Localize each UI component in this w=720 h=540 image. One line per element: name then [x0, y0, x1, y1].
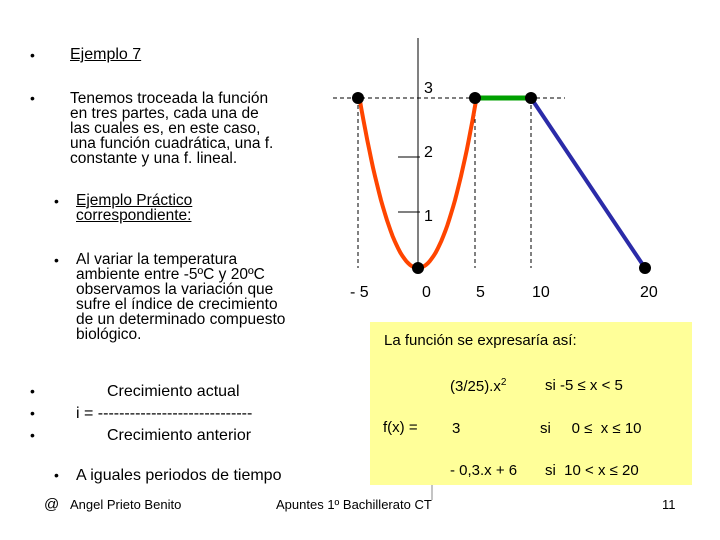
bullet: •	[30, 405, 35, 421]
expr-quadratic	[450, 377, 506, 395]
footer-at-symbol: @	[44, 496, 60, 513]
bullet: •	[54, 467, 59, 483]
text-line: las cuales es, en este caso,	[70, 120, 261, 137]
expr-text: (3/25).x	[450, 378, 501, 395]
formula-fraction-line: i = -----------------------------	[76, 405, 253, 422]
text-line: correspondiente:	[76, 207, 192, 224]
text-line: de un determinado compuesto	[76, 311, 286, 328]
linear-segment	[531, 98, 645, 268]
text-line: Ejemplo Práctico	[76, 192, 193, 209]
text-line: constante y una f. lineal.	[70, 150, 238, 167]
point-m5-3	[352, 92, 364, 104]
formula-denominator: Crecimiento anterior	[107, 427, 252, 444]
point-5-3	[469, 92, 481, 104]
text-line: una función cuadrática, una f.	[70, 135, 274, 152]
intro-paragraph	[70, 91, 273, 166]
function-heading: La función se expresaría así:	[384, 332, 577, 349]
equal-periods-text: A iguales periodos de tiempo	[76, 467, 282, 484]
y-label-2: 2	[424, 144, 433, 161]
bullet: •	[54, 193, 59, 209]
x-label-20: 20	[640, 284, 658, 301]
temperature-paragraph	[76, 252, 285, 342]
bullet: •	[30, 427, 35, 443]
y-label-3: 3	[424, 80, 433, 97]
fx-label: f(x) =	[383, 419, 418, 436]
expr-constant: 3	[452, 420, 461, 437]
slide-title-link[interactable]: Ejemplo 7	[70, 46, 142, 63]
bullet: •	[30, 383, 35, 399]
text-line: observamos la variación que	[76, 281, 274, 298]
point-20-0	[639, 262, 651, 274]
footer-author: Angel Prieto Benito	[70, 497, 182, 512]
text-line: sufre el índice de crecimiento	[76, 296, 278, 313]
text-line: ambiente entre -5ºC y 20ºC	[76, 266, 265, 283]
text-line: en tres partes, cada una de	[70, 105, 259, 122]
text-line: Al variar la temperatura	[76, 251, 238, 268]
x-label-5: 5	[476, 284, 485, 301]
point-10-3	[525, 92, 537, 104]
bullet: •	[54, 252, 59, 268]
cond-quadratic: si -5 ≤ x < 5	[545, 377, 623, 394]
point-0-0	[412, 262, 424, 274]
x-label-0: 0	[422, 284, 431, 301]
text-line: Tenemos troceada la función	[70, 90, 269, 107]
cond-constant: si 0 ≤ x ≤ 10	[540, 420, 642, 437]
y-label-1: 1	[424, 208, 433, 225]
footer-page-number: 11	[662, 497, 676, 512]
formula-numerator: Crecimiento actual	[107, 383, 240, 400]
footer-course: Apuntes 1º Bachillerato CT	[276, 497, 432, 512]
x-label-10: 10	[532, 284, 550, 301]
expr-exponent: 2	[500, 377, 507, 388]
bullet: •	[30, 47, 35, 63]
expr-linear: - 0,3.x + 6	[450, 462, 518, 479]
bullet: •	[30, 90, 35, 106]
x-label-m5: - 5	[350, 284, 369, 301]
text-line: biológico.	[76, 326, 142, 343]
practical-example-link[interactable]	[76, 193, 192, 223]
cond-linear: si 10 < x ≤ 20	[545, 462, 639, 479]
